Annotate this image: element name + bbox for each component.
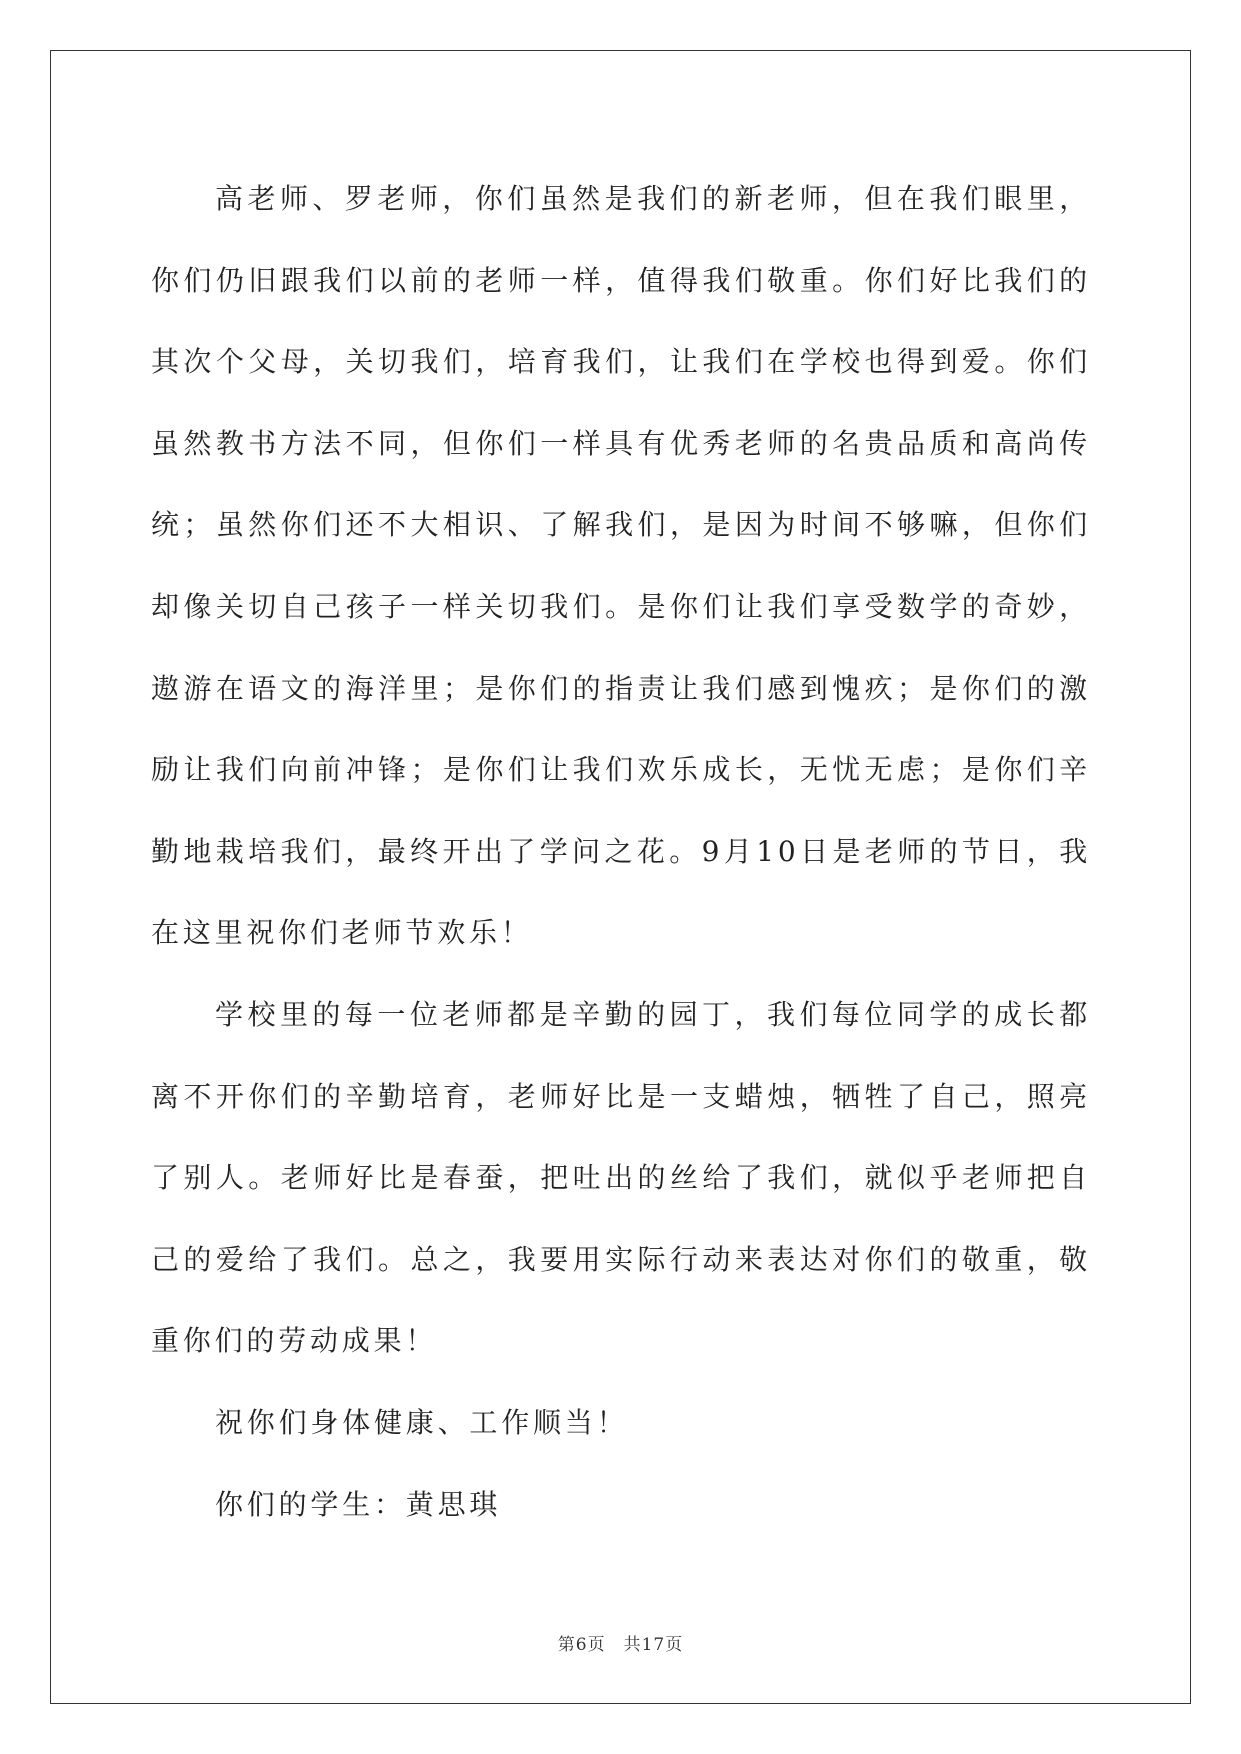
closing-line: 祝你们身体健康、工作顺当！ — [215, 1405, 629, 1439]
page-number: 第6页 — [557, 1635, 606, 1655]
page-footer — [0, 1630, 1241, 1655]
paragraph-1: 高老师、罗老师，你们虽然是我们的新老师，但在我们眼里，你们仍旧跟我们以前的老师一样，值得我们敬重。你们好比我们的其次个父母，关切我们，培育我们，让我们在学校也得到爱。你们虽然教书方法不同，但你们一样具有优秀老师的名贵品质和高尚传统；虽然你们还不大相识、了解我们，是因为时间不够嘛，但你们却像关切自己孩子一样关切我们。是你们让我们享受数学的奇妙，遨游在语文的海洋里；是你们的指责让我们感到愧疚；是你们的激励让我们向前冲锋；是你们让我们欢乐成长，无忧无虑；是你们辛勤地栽培我们，最终开出了学问之花。9月10日是老师的节日，我在这里祝你们老师节欢乐！ — [151, 182, 1091, 950]
page-total: 共17页 — [623, 1635, 684, 1655]
document-body — [151, 158, 1091, 1545]
signature-line: 你们的学生：黄思琪 — [215, 1487, 502, 1521]
paragraph-2: 学校里的每一位老师都是辛勤的园丁，我们每位同学的成长都离不开你们的辛勤培育，老师好比是一支蜡烛，牺牲了自己，照亮了别人。老师好比是春蚕，把吐出的丝给了我们，就似乎老师把自己的爱给了我们。总之，我要用实际行动来表达对你们的敬重，敬重你们的劳动成果！ — [151, 997, 1091, 1358]
